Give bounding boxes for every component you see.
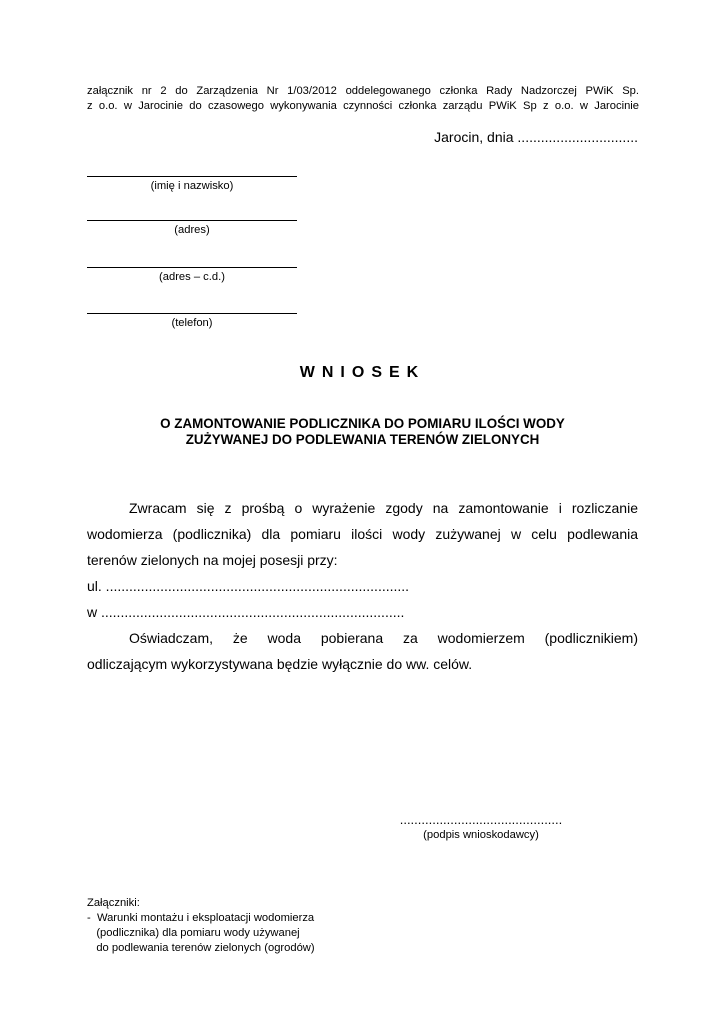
subtitle-line-1: O ZAMONTOWANIE PODLICZNIKA DO POMIARU ILOŚCI WODY	[160, 416, 565, 431]
name-line	[87, 176, 297, 177]
name-caption: (imię i nazwisko)	[150, 180, 234, 192]
attachment-line-1: - Warunki montażu i eksploatacji wodomierza	[87, 912, 315, 924]
attachment-line-2: (podlicznika) dla pomiaru wody używanej	[87, 927, 300, 939]
request-line-1: Zwracam się z prośbą o wyrażenie zgody na zamontowanie i rozliczanie	[129, 500, 638, 516]
header-note	[87, 84, 639, 114]
town-line: w ..............................................................................	[87, 604, 405, 620]
document-title: WNIOSEK	[299, 364, 426, 381]
signature-dots: .............................................	[399, 812, 563, 827]
address-line	[87, 220, 297, 221]
address-caption: (adres)	[174, 224, 210, 236]
name-field	[87, 176, 297, 192]
request-paragraph	[87, 495, 638, 677]
signature-block	[388, 812, 574, 841]
header-line-2: z o.o. w Jarocinie do czasowego wykonywania czynności członka zarządu PWiK Sp z o.o. w Jarocinie	[87, 100, 639, 112]
attachments-heading: Załączniki:	[87, 897, 140, 909]
phone-caption: (telefon)	[171, 317, 213, 329]
phone-field	[87, 313, 297, 329]
address-field	[87, 220, 297, 236]
address-cont-caption: (adres – c.d.)	[159, 271, 225, 283]
attachment-line-3: do podlewania terenów zielonych (ogrodów)	[87, 942, 315, 954]
address-cont-line	[87, 267, 297, 268]
subtitle-line-2: ZUŻYWANEJ DO PODLEWANIA TERENÓW ZIELONYCH	[185, 432, 540, 447]
date-line: Jarocin, dnia ...............................	[434, 129, 638, 145]
address-cont-field	[87, 267, 297, 283]
signature-caption: (podpis wnioskodawcy)	[423, 829, 539, 841]
document-subtitle	[100, 416, 625, 448]
statement-line-1: Oświadczam, że woda pobierana za wodomierzem (podlicznikiem)	[129, 630, 638, 646]
header-line-1: załącznik nr 2 do Zarządzenia Nr 1/03/2012 oddelegowanego członka Rady Nadzorczej PWiK Sp.	[87, 85, 639, 97]
attachments	[87, 896, 315, 956]
phone-line	[87, 313, 297, 314]
request-line-3: terenów zielonych na mojej posesji przy:	[87, 552, 338, 568]
street-line: ul. ..............................................................................	[87, 578, 410, 594]
request-line-2: wodomierza (podlicznika) dla pomiaru ilości wody zużywanej w celu podlewania	[87, 526, 638, 542]
statement-line-2: odliczającym wykorzystywana będzie wyłącznie do ww. celów.	[87, 656, 473, 672]
